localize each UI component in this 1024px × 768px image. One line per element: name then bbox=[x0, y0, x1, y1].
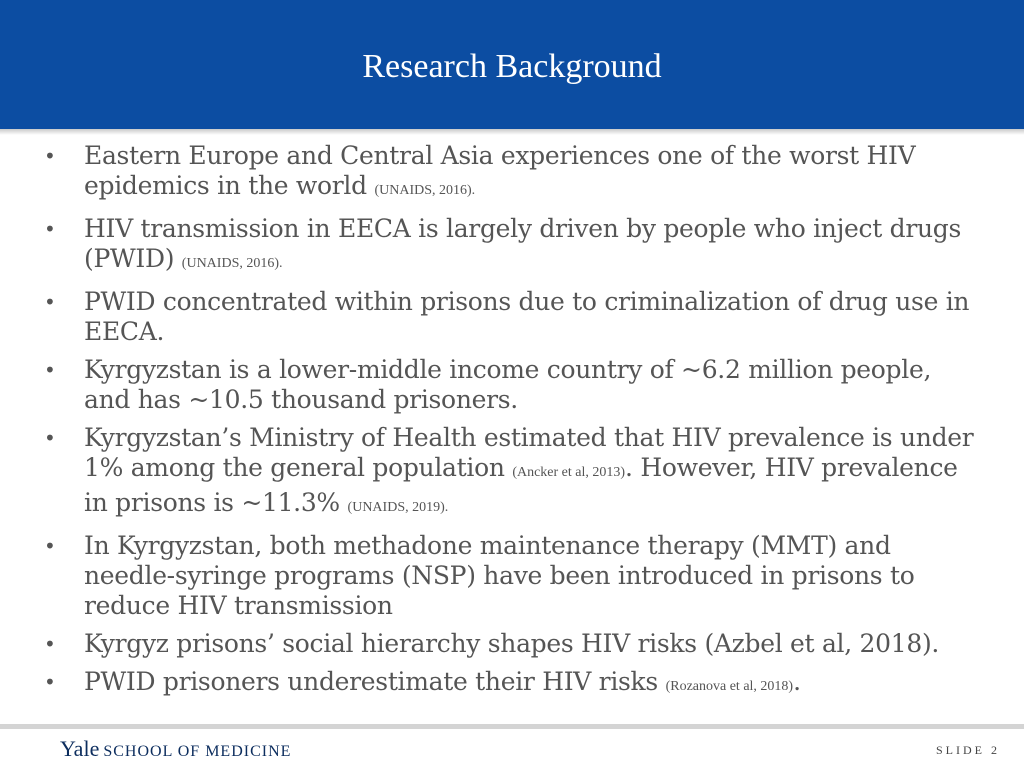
bullet-text-continued: . However, HIV prevalence in prisons is ~11.3% bbox=[84, 453, 958, 517]
bullet-dot-icon: • bbox=[44, 217, 56, 241]
slide-title: Research Background bbox=[362, 48, 662, 85]
yale-school-of-medicine-logo bbox=[60, 736, 291, 762]
bullet-item bbox=[40, 287, 980, 347]
bullet-item bbox=[40, 531, 980, 621]
bullet-text: Kyrgyzstan is a lower-middle income country of ~6.2 million people, and has ~10.5 thousand prisoners. bbox=[84, 355, 932, 414]
bullet-text: In Kyrgyzstan, both methadone maintenance therapy (MMT) and needle-syringe programs (NSP) have been introduced in prisons to reduce HIV transmission bbox=[84, 531, 915, 620]
bullet-item bbox=[40, 355, 980, 415]
bullet-list bbox=[40, 141, 980, 710]
bullet-item bbox=[40, 629, 980, 659]
bullet-text: Kyrgyz prisons’ social hierarchy shapes HIV risks (Azbel et al, 2018). bbox=[84, 629, 940, 658]
bullet-text: Eastern Europe and Central Asia experiences one of the worst HIV epidemics in the world bbox=[84, 141, 916, 200]
logo-yale-wordmark: Yale bbox=[60, 736, 100, 761]
bullet-item bbox=[40, 214, 980, 279]
bullet-dot-icon: • bbox=[44, 670, 56, 694]
bullet-dot-icon: • bbox=[44, 632, 56, 656]
bullet-item bbox=[40, 141, 980, 206]
bullet-dot-icon: • bbox=[44, 144, 56, 168]
bullet-text-continued: . bbox=[793, 667, 801, 696]
bullet-citation: (Rozanova et al, 2018) bbox=[665, 679, 794, 694]
bullet-dot-icon: • bbox=[44, 426, 56, 450]
bullet-citation: (UNAIDS, 2019). bbox=[347, 500, 449, 515]
bullet-citation: (Ancker et al, 2013) bbox=[512, 465, 626, 480]
footer-divider bbox=[0, 724, 1024, 729]
bullet-dot-icon: • bbox=[44, 534, 56, 558]
bullet-text: PWID concentrated within prisons due to criminalization of drug use in EECA. bbox=[84, 287, 970, 346]
bullet-dot-icon: • bbox=[44, 358, 56, 382]
bullet-citation: (UNAIDS, 2016). bbox=[181, 256, 283, 271]
bullet-citation: (UNAIDS, 2016). bbox=[374, 183, 476, 198]
bullet-item bbox=[40, 667, 980, 702]
slide-number: SLIDE 2 bbox=[936, 743, 1000, 757]
bullet-text: PWID prisoners underestimate their HIV risks bbox=[84, 667, 666, 696]
bullet-text: Kyrgyzstan’s Ministry of Health estimated that HIV prevalence is under 1% among the general population bbox=[84, 423, 974, 482]
bullet-dot-icon: • bbox=[44, 290, 56, 314]
bullet-text: HIV transmission in EECA is largely driven by people who inject drugs (PWID) bbox=[84, 214, 962, 273]
logo-school-wordmark: SCHOOL OF MEDICINE bbox=[103, 743, 292, 760]
bullet-item bbox=[40, 423, 980, 523]
